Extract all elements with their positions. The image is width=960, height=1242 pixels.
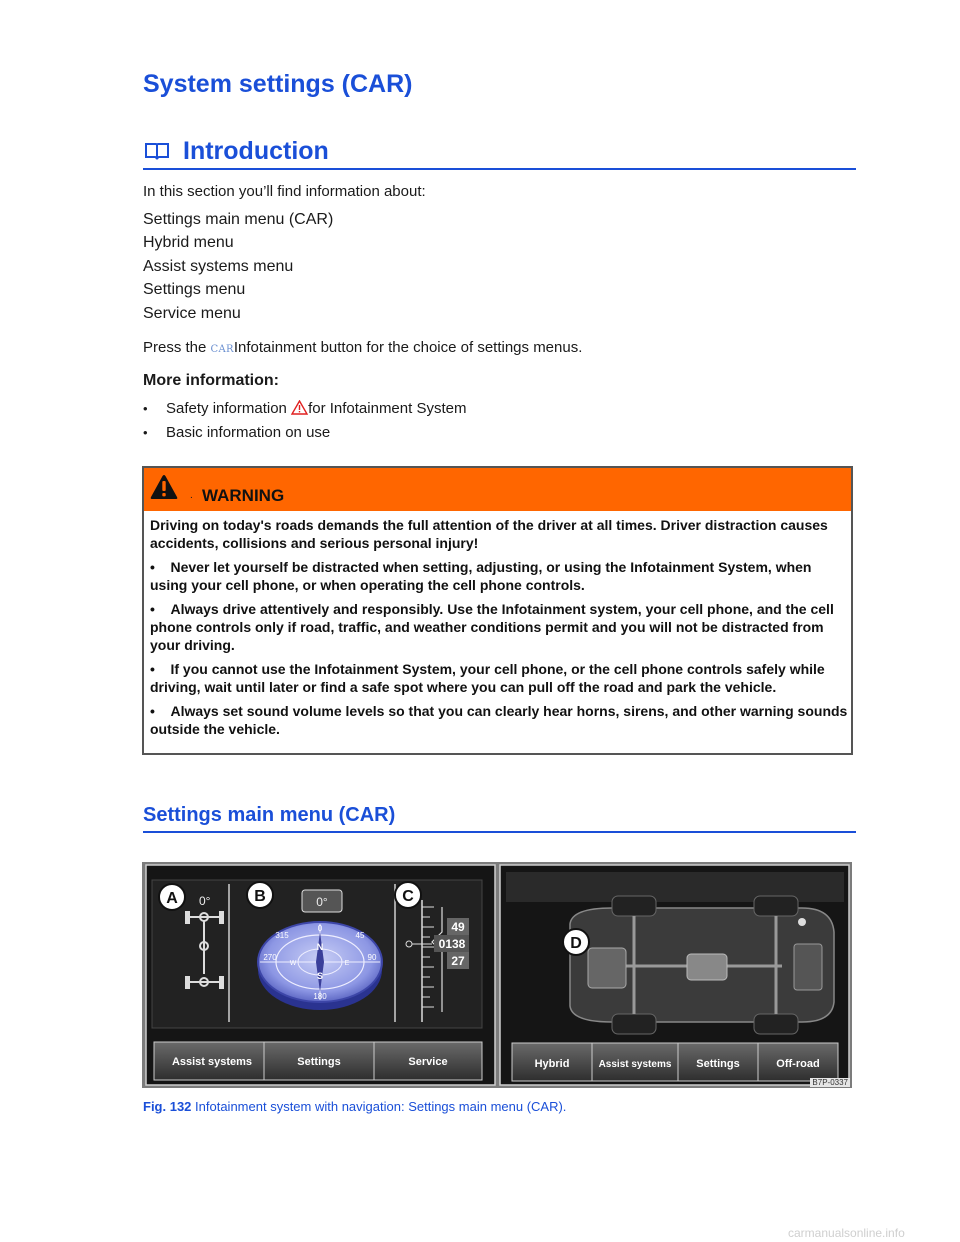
- compass-deg-45: 45: [355, 931, 365, 940]
- warning-bullet: [150, 702, 850, 738]
- warning-box: [142, 466, 853, 755]
- more-info-item-basic[interactable]: [143, 422, 466, 446]
- bullet-icon: •: [143, 401, 148, 416]
- infotainment-screens: [142, 862, 852, 1088]
- warning-dot: .: [190, 490, 193, 501]
- settings-main-menu-title: Settings main menu (CAR): [143, 804, 396, 826]
- infotainment-figure: [142, 862, 852, 1088]
- bullet-icon: •: [150, 661, 171, 677]
- warning-body: [150, 516, 850, 744]
- hybrid-label: Hybrid: [534, 1058, 570, 1070]
- topic-item[interactable]: Settings main menu (CAR): [143, 211, 334, 228]
- settings-label: Settings: [297, 1056, 341, 1068]
- altitude-bottom: 27: [451, 954, 465, 968]
- altitude-top: 49: [451, 920, 465, 934]
- more-info-text: Basic information on use: [166, 424, 331, 441]
- bullet-icon: •: [150, 559, 171, 575]
- warning-bullet-text: Always drive attentively and responsibly. Use the Infotainment system, your cell phone, and the cell phone controls only if road, traffic, and weather conditions permit and you will not be distracted from your driving.: [150, 601, 834, 653]
- more-info-text: Safety information: [166, 400, 292, 417]
- press-suffix: Infotainment button for the choice of settings menus.: [233, 339, 583, 356]
- compass-deg-180: 180: [313, 992, 327, 1001]
- warning-intro: Driving on today's roads demands the full attention of the driver at all times. Driver distraction causes accidents, collisions and serious personal injury!: [150, 517, 828, 551]
- warning-bullet-text: Always set sound volume levels so that you can clearly hear horns, sirens, and other warning sounds outside the vehicle.: [150, 703, 848, 737]
- warning-triangle-icon: [291, 400, 308, 415]
- intro-text: In this section you’ll find information about:: [143, 183, 426, 200]
- page-title: System settings (CAR): [143, 70, 413, 98]
- figure-caption-text: Infotainment system with navigation: Settings main menu (CAR).: [191, 1099, 567, 1114]
- bullet-icon: •: [143, 425, 148, 440]
- callout-b-label: B: [254, 888, 266, 905]
- figure-code: B7P-0337: [812, 1078, 848, 1087]
- book-icon: [144, 141, 170, 161]
- warning-bullet-text: Never let yourself be distracted when setting, adjusting, or using the Infotainment System, when using your cell phone, or when operating the cell phone controls.: [150, 559, 812, 593]
- warning-bullet-text: If you cannot use the Infotainment System, your cell phone, or the cell phone controls safely while driving, wait until later or find a safe spot where you can pull off the road and park the vehicle.: [150, 661, 825, 695]
- settings-label-right: Settings: [696, 1058, 740, 1070]
- settings-main-menu-heading: [143, 804, 856, 833]
- topic-item[interactable]: Assist systems menu: [143, 257, 294, 275]
- tilt-value-a: 0°: [199, 894, 211, 908]
- compass-e: E: [344, 960, 350, 967]
- more-information-heading: More information:: [143, 372, 279, 389]
- bullet-icon: •: [150, 703, 171, 719]
- vehicle-drivetrain-graphic: [570, 896, 834, 1034]
- callout-b: [247, 882, 273, 908]
- assist-systems-label-right: Assist systems: [598, 1059, 672, 1070]
- car-button-symbol: CAR: [210, 344, 234, 355]
- press-instruction: [143, 339, 582, 356]
- callout-a: [159, 884, 185, 910]
- altitude-middle: 0138: [438, 937, 466, 951]
- topic-item[interactable]: Hybrid menu: [143, 234, 234, 252]
- warning-bullet: [150, 558, 850, 594]
- callout-a-label: A: [166, 890, 178, 907]
- compass-deg-0: 0: [317, 924, 323, 933]
- compass-deg-315: 315: [275, 931, 289, 940]
- callout-c: [395, 882, 421, 908]
- compass-n: N: [316, 942, 324, 952]
- callout-d: [563, 929, 589, 955]
- callout-c-label: C: [402, 888, 414, 905]
- figure-caption: [143, 1099, 566, 1114]
- tilt-value-b: 0°: [316, 895, 328, 909]
- assist-systems-label: Assist systems: [171, 1056, 253, 1068]
- more-info-text: for Infotainment System: [308, 400, 467, 417]
- bullet-icon: •: [150, 601, 171, 617]
- compass-w: W: [289, 960, 297, 967]
- press-prefix: Press the: [143, 339, 211, 356]
- topic-item[interactable]: Service menu: [143, 304, 241, 322]
- warning-header: [144, 468, 851, 511]
- introduction-heading: [143, 136, 856, 170]
- warning-bullet: [150, 600, 850, 654]
- figure-number: Fig. 132: [143, 1099, 192, 1114]
- more-information-list: [143, 398, 466, 446]
- watermark: carmanualsonline.info: [788, 1226, 905, 1240]
- more-info-item-safety[interactable]: [143, 398, 466, 422]
- compass-s: S: [316, 971, 324, 981]
- warning-bullet: [150, 660, 850, 696]
- compass-deg-90: 90: [367, 953, 377, 962]
- service-label: Service: [408, 1056, 448, 1068]
- compass-deg-270: 270: [263, 953, 277, 962]
- topic-list: [143, 208, 333, 325]
- callout-d-label: D: [570, 935, 582, 952]
- warning-triangle-icon: [149, 473, 179, 501]
- off-road-label: Off-road: [776, 1058, 820, 1070]
- warning-title: WARNING: [202, 486, 285, 505]
- introduction-title: Introduction: [183, 137, 329, 165]
- topic-item[interactable]: Settings menu: [143, 281, 246, 299]
